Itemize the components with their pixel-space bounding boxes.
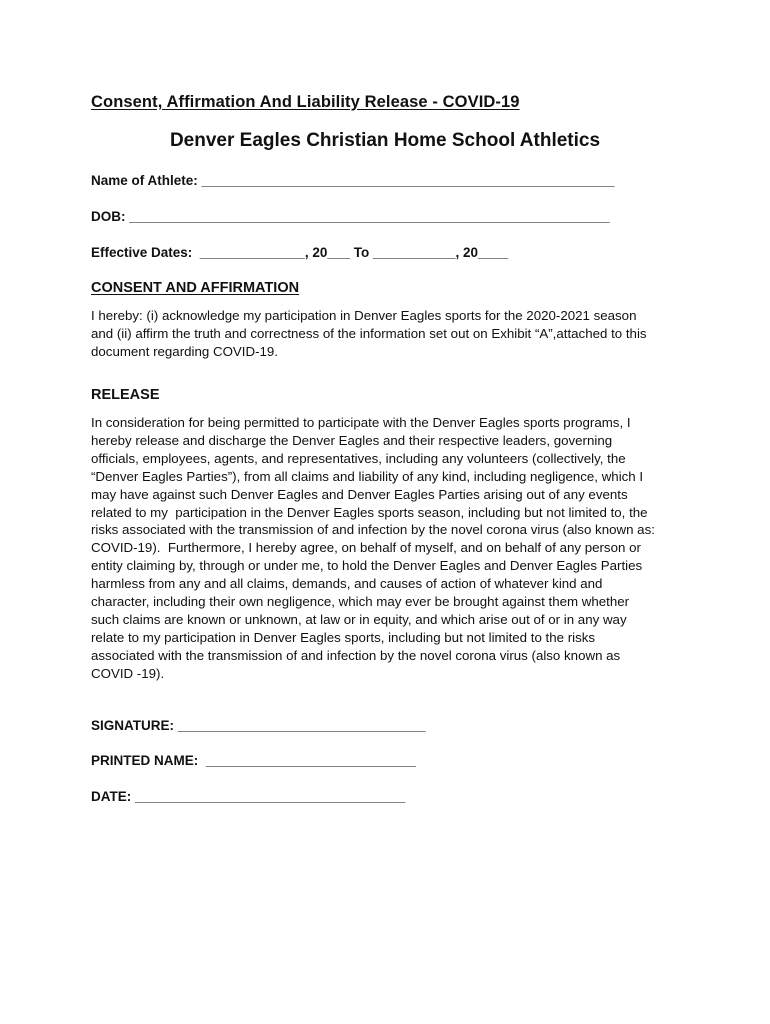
release-line: COVID -19). bbox=[91, 665, 165, 681]
dob-field[interactable]: DOB: ________________________________________________________________ bbox=[91, 209, 610, 224]
release-line: risks associated with the transmission of and infection by the novel corona virus (also known as: bbox=[91, 522, 655, 538]
date-field[interactable]: DATE: ____________________________________ bbox=[91, 789, 406, 804]
release-line: officials, employees, agents, and representatives, including any volunteers (collectively, the bbox=[91, 450, 626, 466]
release-heading: RELEASE bbox=[91, 387, 160, 403]
release-line: In consideration for being permitted to participate with the Denver Eagles sports programs, I bbox=[91, 415, 631, 430]
document-title: Consent, Affirmation And Liability Release - COVID-19 bbox=[91, 93, 520, 111]
release-line: associated with the transmission of and infection by the novel corona virus (also known as bbox=[91, 647, 621, 663]
consent-line: I hereby: (i) acknowledge my participation in Denver Eagles sports for the 2020-2021 season bbox=[91, 308, 637, 323]
consent-line: document regarding COVID-19. bbox=[91, 343, 278, 359]
athlete-name-field[interactable]: Name of Athlete: _______________________________________________________ bbox=[91, 173, 615, 188]
release-line: “Denver Eagles Parties”), from all claims and liability of any kind, including negligence, which I bbox=[91, 468, 644, 484]
signature-field[interactable]: SIGNATURE: _________________________________ bbox=[91, 718, 426, 733]
release-line: such claims are known or unknown, at law or in equity, and which arise out of or in any way bbox=[91, 611, 627, 627]
release-line: hereby release and discharge the Denver Eagles and their respective leaders, governing bbox=[91, 432, 613, 448]
release-line: relate to my participation in Denver Eagles sports, including but not limited to the risks bbox=[91, 629, 596, 645]
organization-title: Denver Eagles Christian Home School Athletics bbox=[169, 130, 601, 151]
effective-dates-field[interactable]: Effective Dates: ______________, 20___ To ___________, 20____ bbox=[91, 245, 509, 260]
release-line: may have against such Denver Eagles and Denver Eagles Parties arising out of any events bbox=[91, 486, 628, 502]
release-line: COVID-19). Furthermore, I hereby agree, on behalf of myself, and on behalf of any person or bbox=[91, 540, 641, 556]
release-line: entity claiming by, through or under me, to hold the Denver Eagles and Denver Eagles Parties bbox=[91, 558, 643, 574]
consent-line: and (ii) affirm the truth and correctness of the information set out on Exhibit “A”,attached to this bbox=[91, 325, 647, 341]
release-paragraph bbox=[91, 414, 681, 683]
release-line: harmless from any and all claims, demands, and causes of action of whatever kind and bbox=[91, 576, 603, 592]
release-line: character, including their own negligence, which may ever be brought against them whether bbox=[91, 594, 630, 610]
release-line: related to my participation in the Denver Eagles sports season, including but not limited to, the bbox=[91, 504, 648, 520]
consent-paragraph bbox=[91, 307, 681, 361]
consent-heading: CONSENT AND AFFIRMATION bbox=[91, 280, 300, 296]
printed-name-field[interactable]: PRINTED NAME: ____________________________ bbox=[91, 753, 416, 768]
